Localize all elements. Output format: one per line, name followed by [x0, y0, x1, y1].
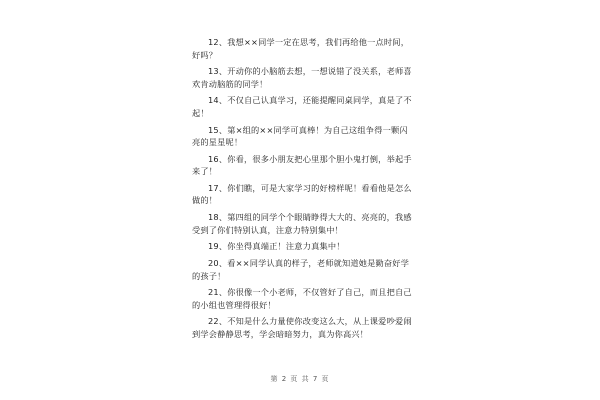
list-item: 14、不仅自己认真学习，还能提醒同桌同学，真是了不起！ — [192, 95, 412, 118]
document-body — [192, 36, 412, 345]
list-item: 19、你坐得真端正！注意力真集中！ — [208, 241, 345, 252]
list-item: 12、我想××同学一定在思考，我们再给他一点时间，好吗？ — [192, 37, 410, 60]
list-item: 17、你们瞧，可是大家学习的好榜样呢！看看他是怎么做的！ — [192, 182, 412, 206]
page-footer: 第 2 页 共 7 页 — [270, 375, 330, 383]
list-item: 22、不知是什么力量使你改变这么大，从上课爱吵爱闹到学会静静思考，学会暗暗努力，真为你高兴！ — [192, 316, 412, 339]
list-item: 21、你很像一个小老师，不仅管好了自己，而且把自己的小组也管理得很好！ — [192, 287, 412, 310]
list-item: 18、第四组的同学个个眼睛睁得大大的、亮亮的，我感受到了你们特别认真，注意力特别集中！ — [192, 212, 412, 235]
list-item: 15、第×组的××同学可真棒！为自己这组争得一颗闪亮的星星呢！ — [192, 124, 408, 148]
list-item: 16、你看，很多小朋友把心里那个胆小鬼打倒，举起手来了！ — [192, 153, 412, 177]
list-item: 20、看××同学认真的样子，老师就知道她是勤奋好学的孩子！ — [192, 258, 410, 281]
list-item: 13、开动你的小脑筋去想，一想说错了没关系，老师喜欢肯动脑筋的同学！ — [192, 66, 412, 89]
